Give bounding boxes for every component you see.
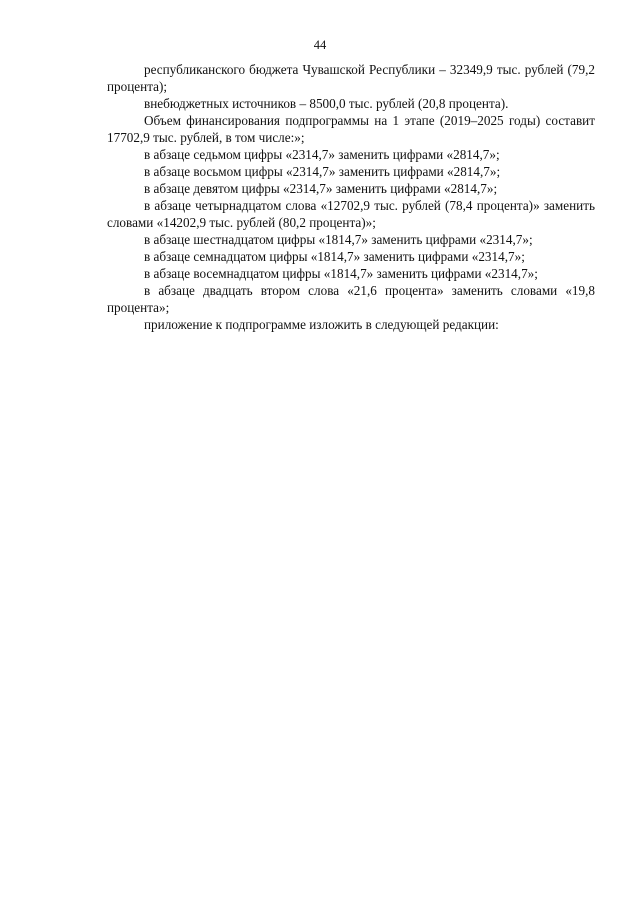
paragraph: в абзаце восемнадцатом цифры «1814,7» заменить цифрами «2314,7»;	[144, 266, 538, 281]
paragraph: в абзаце шестнадцатом цифры «1814,7» заменить цифрами «2314,7»;	[144, 232, 533, 247]
paragraph: Объем финансирования подпрограммы на 1 этапе (2019–2025 годы) составит 17702,9 тыс. рублей, в том числе:»;	[107, 113, 595, 145]
paragraph: в абзаце семнадцатом цифры «1814,7» заменить цифрами «2314,7»;	[144, 249, 525, 264]
page-number: 44	[313, 38, 327, 52]
paragraph: внебюджетных источников – 8500,0 тыс. рублей (20,8 процента).	[144, 96, 509, 111]
document-body	[107, 61, 595, 333]
paragraph: в абзаце двадцать втором слова «21,6 процента» заменить словами «19,8 процента»;	[107, 283, 595, 315]
paragraph: в абзаце седьмом цифры «2314,7» заменить цифрами «2814,7»;	[144, 147, 500, 162]
paragraph: в абзаце девятом цифры «2314,7» заменить цифрами «2814,7»;	[144, 181, 498, 196]
paragraph: в абзаце четырнадцатом слова «12702,9 тыс. рублей (78,4 процента)» заменить словами «14202,9 тыс. рублей (80,2 процента)»;	[107, 198, 595, 230]
paragraph: приложение к подпрограмме изложить в следующей редакции:	[144, 317, 499, 332]
paragraph: в абзаце восьмом цифры «2314,7» заменить цифрами «2814,7»;	[144, 164, 501, 179]
paragraph: республиканского бюджета Чувашской Республики – 32349,9 тыс. рублей (79,2 процента);	[107, 62, 595, 94]
